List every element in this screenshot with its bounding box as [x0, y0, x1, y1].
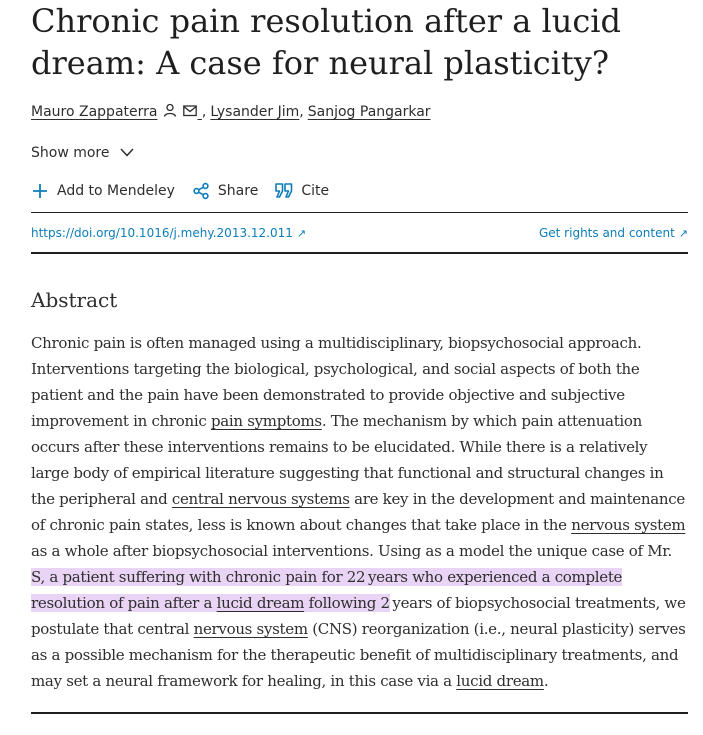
highlighted-segment: S, a patient suffering with chronic pain for 22 years who experienced a complete resolution of pain after a [31, 568, 623, 612]
show-more-button[interactable] [31, 143, 134, 163]
person-icon [163, 102, 177, 124]
article-links [31, 224, 688, 243]
author-name: Mauro Zappaterra [31, 104, 158, 120]
abstract-text-segment: . [543, 672, 549, 690]
abstract-heading: Abstract [31, 288, 118, 312]
external-link-icon: ↗ [678, 227, 688, 240]
abstract-text-segment: years of biopsychosocial treatments, we postulate that central [31, 594, 686, 638]
envelope-icon [183, 102, 197, 124]
abstract-text-segment: . The mechanism by which pain attenuation occurs after these interventions remains to be elucidated. While there is a relatively large body of empirical literature suggesting that functional and structural changes in the peripheral and [31, 412, 664, 508]
mendeley-label: Add to Mendeley [57, 183, 175, 199]
highlighted-segment: following 2 [304, 594, 390, 612]
link-pain-symptoms[interactable]: pain symptoms [210, 412, 322, 430]
divider [31, 252, 688, 254]
link-central-nervous-systems[interactable]: central nervous systems [171, 490, 350, 508]
abstract-text-segment: (CNS) reorganization (i.e., neural plasticity) serves as a possible mechanism for the therapeutic benefit of multidisciplinary treatments, and may set a neural framework for healing, in this case via a [31, 620, 686, 690]
author-link-zappaterra[interactable] [31, 104, 202, 120]
abstract-text [31, 330, 688, 694]
doi-link[interactable] [31, 224, 306, 243]
link-lucid-dream[interactable]: lucid dream [216, 594, 305, 612]
article-title: Chronic pain resolution after a lucid dream: A case for neural plasticity? [31, 2, 621, 82]
author-separator: , [299, 104, 304, 120]
link-nervous-system[interactable]: nervous system [571, 516, 686, 534]
doi-link-text: https://doi.org/10.1016/j.mehy.2013.12.011 [31, 226, 293, 240]
link-nervous-system[interactable]: nervous system [193, 620, 308, 638]
plus-icon [31, 182, 49, 200]
share-button[interactable] [192, 182, 258, 200]
author-separator: , [201, 104, 207, 120]
show-more-label: Show more [31, 145, 110, 161]
cite-button[interactable] [275, 183, 329, 199]
share-icon [192, 182, 210, 200]
rights-and-content-link[interactable] [539, 224, 688, 243]
article-actions [31, 182, 346, 200]
chevron-down-icon [120, 143, 134, 163]
divider [31, 212, 688, 213]
cite-label: Cite [301, 183, 330, 199]
author-link-pangarkar[interactable]: Sanjog Pangarkar [307, 104, 431, 120]
add-to-mendeley-button[interactable] [31, 182, 175, 200]
external-link-icon: ↗ [296, 227, 307, 240]
abstract-text-segment: Chronic pain is often managed using a multidisciplinary, biopsychosocial approach. Interventions targeting the biological, psychological, and social aspects of both the patient and the pain have been demonstrated to provide objective and subjective improvement in chronic [31, 334, 642, 430]
link-lucid-dream[interactable]: lucid dream [456, 672, 544, 690]
author-list [31, 101, 688, 124]
divider [31, 712, 688, 714]
share-label: Share [217, 183, 259, 199]
abstract-text-segment: as a whole after biopsychosocial interventions. Using as a model the unique case of Mr. [31, 542, 672, 560]
author-link-jim[interactable]: Lysander Jim [210, 104, 300, 120]
quote-icon [275, 183, 293, 199]
rights-link-text: Get rights and content [538, 226, 675, 240]
abstract-text-segment: are key in the development and maintenance of chronic pain states, less is known about changes that take place in the [31, 490, 685, 534]
